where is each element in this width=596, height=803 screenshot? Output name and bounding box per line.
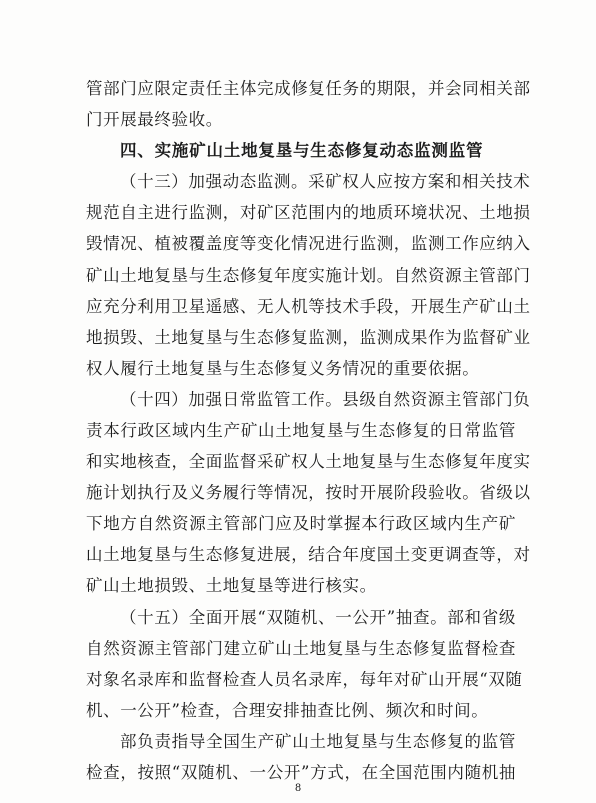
paragraph-line: 和实地核查，全面监督采矿权人土地复垦与生态修复年度实: [86, 452, 531, 471]
paragraph-line: 部负责指导全国生产矿山土地复垦与生态修复的监管: [120, 732, 516, 751]
paragraph-line: 矿山土地复垦与生态修复年度实施计划。自然资源主管部门: [86, 266, 531, 285]
paragraph-line: （十四）加强日常监管工作。县级自然资源主管部门负: [120, 390, 531, 409]
paragraph-line: 责本行政区域内生产矿山土地复垦与生态修复的日常监管: [86, 421, 516, 440]
paragraph-line: 自然资源主管部门建立矿山土地复垦与生态修复监督检查: [86, 639, 516, 658]
paragraph-line: 对象名录库和监督检查人员名录库，每年对矿山开展“双随: [86, 670, 523, 689]
paragraph-line: 规范自主进行监测，对矿区范围内的地质环境状况、土地损: [86, 203, 531, 222]
paragraph-line: 应充分利用卫星遥感、无人机等技术手段，开展生产矿山土: [86, 297, 531, 316]
paragraph-line: 地损毁、土地复垦与生态修复监测，监测成果作为监督矿业: [86, 328, 531, 347]
paragraph-line: （十三）加强动态监测。采矿权人应按方案和相关技术: [120, 172, 531, 191]
paragraph-line: 施计划执行及义务履行等情况，按时开展阶段验收。省级以: [86, 483, 531, 502]
paragraph-line: 山土地复垦与生态修复进展，结合年度国土变更调查等，对: [86, 545, 531, 564]
paragraph-line: 管部门应限定责任主体完成修复任务的期限，并会同相关部: [86, 79, 531, 98]
paragraph-line: 权人履行土地复垦与生态修复义务情况的重要依据。: [86, 359, 480, 378]
page-number: 8: [294, 783, 302, 794]
paragraph-line: 检查，按照“双随机、一公开”方式，在全国范围内随机抽: [86, 763, 516, 782]
paragraph-line: 下地方自然资源主管部门应及时掌握本行政区域内生产矿: [86, 514, 516, 533]
paragraph-line: 毁情况、植被覆盖度等变化情况进行监测，监测工作应纳入: [86, 234, 531, 253]
section-heading: 四、实施矿山土地复垦与生态修复动态监测监管: [120, 141, 484, 160]
paragraph-line: 机、一公开”检查，合理安排抽查比例、频次和时间。: [86, 701, 489, 720]
paragraph-line: 门开展最终验收。: [86, 110, 223, 129]
paragraph-line: 矿山土地损毁、土地复垦等进行核实。: [86, 576, 377, 595]
paragraph-line: （十五）全面开展“双随机、一公开”抽查。部和省级: [120, 608, 516, 627]
